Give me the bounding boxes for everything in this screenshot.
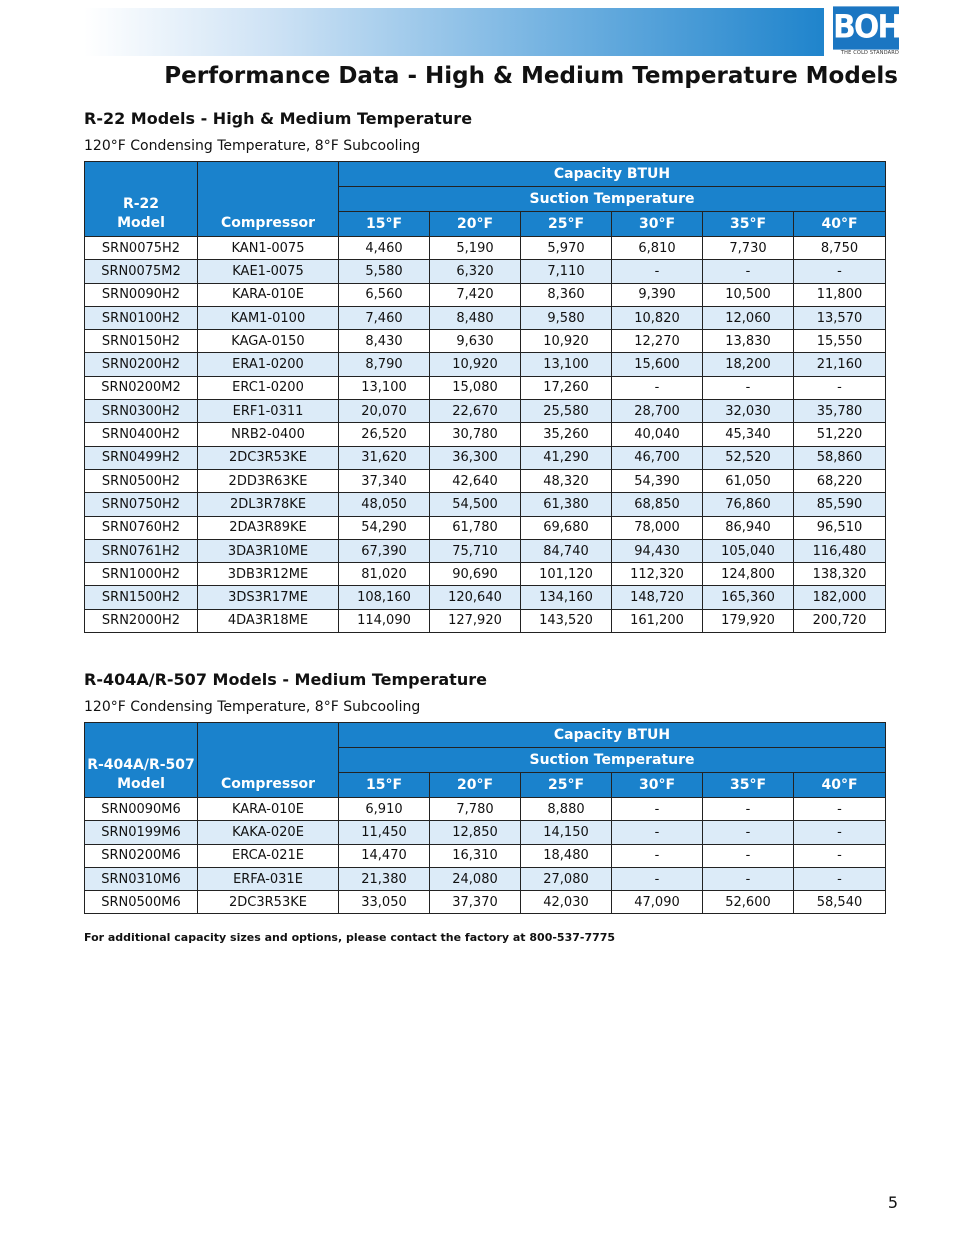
capacity-cell: 143,520 xyxy=(521,609,612,632)
capacity-cell: 21,380 xyxy=(339,867,430,890)
compressor-cell: 2DL3R78KE xyxy=(198,493,339,516)
compressor-cell: KAKA-020E xyxy=(198,821,339,844)
capacity-cell: 7,780 xyxy=(430,798,521,821)
table-body xyxy=(85,798,886,914)
compressor-cell: 2DC3R53KE xyxy=(198,446,339,469)
model-cell: SRN0200M6 xyxy=(85,844,198,867)
capacity-cell: 12,850 xyxy=(430,821,521,844)
compressor-cell: 2DA3R89KE xyxy=(198,516,339,539)
capacity-cell: 10,920 xyxy=(430,353,521,376)
model-cell: SRN0150H2 xyxy=(85,330,198,353)
performance-table-r22 xyxy=(84,161,886,633)
table-row xyxy=(85,376,886,399)
table-row xyxy=(85,400,886,423)
capacity-cell: 45,340 xyxy=(703,423,794,446)
capacity-cell: 41,290 xyxy=(521,446,612,469)
capacity-cell: 14,470 xyxy=(339,844,430,867)
model-column-header: R-22 Model xyxy=(85,162,198,237)
temp-header: 15°F xyxy=(339,212,430,237)
compressor-cell: KAGA-0150 xyxy=(198,330,339,353)
temp-header: 25°F xyxy=(521,773,612,798)
model-cell: SRN0199M6 xyxy=(85,821,198,844)
capacity-cell: 179,920 xyxy=(703,609,794,632)
temp-header: 20°F xyxy=(430,212,521,237)
capacity-cell: 25,580 xyxy=(521,400,612,423)
bohn-logo xyxy=(833,8,924,56)
section-title-r22: R-22 Models - High & Medium Temperature xyxy=(84,109,473,128)
capacity-cell: - xyxy=(794,798,886,821)
capacity-cell: 76,860 xyxy=(703,493,794,516)
capacity-cell: 9,630 xyxy=(430,330,521,353)
capacity-cell: 96,510 xyxy=(794,516,886,539)
table-row xyxy=(85,516,886,539)
capacity-cell: 108,160 xyxy=(339,586,430,609)
capacity-cell: 8,360 xyxy=(521,283,612,306)
capacity-cell: - xyxy=(794,867,886,890)
model-cell: SRN0310M6 xyxy=(85,867,198,890)
capacity-cell: 120,640 xyxy=(430,586,521,609)
model-cell: SRN0750H2 xyxy=(85,493,198,516)
capacity-cell: 8,430 xyxy=(339,330,430,353)
capacity-cell: 52,520 xyxy=(703,446,794,469)
capacity-cell: 10,920 xyxy=(521,330,612,353)
compressor-cell: ERA1-0200 xyxy=(198,353,339,376)
capacity-cell: 35,260 xyxy=(521,423,612,446)
compressor-cell: 4DA3R18ME xyxy=(198,609,339,632)
capacity-cell: 127,920 xyxy=(430,609,521,632)
compressor-cell: KAE1-0075 xyxy=(198,260,339,283)
capacity-cell: 7,420 xyxy=(430,283,521,306)
capacity-header: Capacity BTUH xyxy=(339,162,886,187)
capacity-cell: 134,160 xyxy=(521,586,612,609)
capacity-cell: 10,820 xyxy=(612,306,703,329)
capacity-cell: 11,800 xyxy=(794,283,886,306)
table-row xyxy=(85,867,886,890)
temp-header: 25°F xyxy=(521,212,612,237)
capacity-cell: - xyxy=(612,867,703,890)
capacity-cell: - xyxy=(612,821,703,844)
capacity-cell: 42,030 xyxy=(521,891,612,914)
capacity-cell: 86,940 xyxy=(703,516,794,539)
subtitle-r22: 120°F Condensing Temperature, 8°F Subcooling xyxy=(84,138,421,154)
capacity-cell: 24,080 xyxy=(430,867,521,890)
model-cell: SRN1000H2 xyxy=(85,563,198,586)
capacity-cell: 47,090 xyxy=(612,891,703,914)
capacity-cell: 69,680 xyxy=(521,516,612,539)
capacity-cell: 112,320 xyxy=(612,563,703,586)
model-cell: SRN2000H2 xyxy=(85,609,198,632)
capacity-cell: - xyxy=(703,798,794,821)
capacity-cell: 42,640 xyxy=(430,469,521,492)
capacity-cell: 12,270 xyxy=(612,330,703,353)
compressor-cell: 3DA3R10ME xyxy=(198,539,339,562)
capacity-cell: 101,120 xyxy=(521,563,612,586)
table-row xyxy=(85,446,886,469)
capacity-cell: 54,390 xyxy=(612,469,703,492)
capacity-cell: 165,360 xyxy=(703,586,794,609)
model-cell: SRN0075H2 xyxy=(85,237,198,260)
temp-header: 35°F xyxy=(703,773,794,798)
capacity-cell: 13,100 xyxy=(521,353,612,376)
model-cell: SRN0200M2 xyxy=(85,376,198,399)
model-cell: SRN0075M2 xyxy=(85,260,198,283)
model-column-header: R-404A/R-507 Model xyxy=(85,723,198,798)
compressor-column-header: Compressor xyxy=(198,162,339,237)
capacity-cell: 4,460 xyxy=(339,237,430,260)
capacity-cell: 40,040 xyxy=(612,423,703,446)
logo-wordmark: BOHN xyxy=(833,6,899,49)
capacity-cell: 33,050 xyxy=(339,891,430,914)
compressor-cell: KAN1-0075 xyxy=(198,237,339,260)
model-cell: SRN0100H2 xyxy=(85,306,198,329)
temp-header: 35°F xyxy=(703,212,794,237)
table-row xyxy=(85,844,886,867)
table-row xyxy=(85,423,886,446)
capacity-cell: - xyxy=(703,844,794,867)
capacity-cell: 58,860 xyxy=(794,446,886,469)
capacity-cell: 15,550 xyxy=(794,330,886,353)
table-row xyxy=(85,260,886,283)
capacity-cell: - xyxy=(612,260,703,283)
capacity-cell: 61,780 xyxy=(430,516,521,539)
table-row xyxy=(85,330,886,353)
model-cell: SRN0500H2 xyxy=(85,469,198,492)
capacity-cell: 90,690 xyxy=(430,563,521,586)
capacity-cell: 94,430 xyxy=(612,539,703,562)
capacity-cell: 8,480 xyxy=(430,306,521,329)
capacity-cell: 52,600 xyxy=(703,891,794,914)
capacity-cell: 15,600 xyxy=(612,353,703,376)
capacity-cell: 48,320 xyxy=(521,469,612,492)
model-cell: SRN0760H2 xyxy=(85,516,198,539)
capacity-cell: 84,740 xyxy=(521,539,612,562)
compressor-column-header: Compressor xyxy=(198,723,339,798)
capacity-cell: 68,850 xyxy=(612,493,703,516)
capacity-cell: 18,480 xyxy=(521,844,612,867)
capacity-cell: 51,220 xyxy=(794,423,886,446)
capacity-cell: 15,080 xyxy=(430,376,521,399)
compressor-cell: ERFA-031E xyxy=(198,867,339,890)
capacity-cell: 61,050 xyxy=(703,469,794,492)
table-row xyxy=(85,493,886,516)
table-row xyxy=(85,609,886,632)
section-title-r404a: R-404A/R-507 Models - Medium Temperature xyxy=(84,670,487,689)
capacity-cell: 7,460 xyxy=(339,306,430,329)
compressor-cell: ERF1-0311 xyxy=(198,400,339,423)
table-row xyxy=(85,539,886,562)
capacity-cell: 31,620 xyxy=(339,446,430,469)
temp-header: 40°F xyxy=(794,212,886,237)
capacity-header: Capacity BTUH xyxy=(339,723,886,748)
capacity-cell: 12,060 xyxy=(703,306,794,329)
capacity-cell: 7,110 xyxy=(521,260,612,283)
capacity-cell: 26,520 xyxy=(339,423,430,446)
compressor-cell: KARA-010E xyxy=(198,798,339,821)
capacity-cell: - xyxy=(703,821,794,844)
capacity-cell: - xyxy=(703,260,794,283)
capacity-cell: 58,540 xyxy=(794,891,886,914)
capacity-cell: 11,450 xyxy=(339,821,430,844)
capacity-cell: - xyxy=(612,798,703,821)
capacity-cell: 182,000 xyxy=(794,586,886,609)
compressor-cell: ERCA-021E xyxy=(198,844,339,867)
footnote-contact: For additional capacity sizes and options, please contact the factory at 800-537-7775 xyxy=(84,931,616,944)
model-cell: SRN0090H2 xyxy=(85,283,198,306)
capacity-cell: 6,810 xyxy=(612,237,703,260)
capacity-cell: 75,710 xyxy=(430,539,521,562)
capacity-cell: 116,480 xyxy=(794,539,886,562)
capacity-cell: 8,750 xyxy=(794,237,886,260)
capacity-cell: 48,050 xyxy=(339,493,430,516)
compressor-cell: KARA-010E xyxy=(198,283,339,306)
capacity-cell: 37,370 xyxy=(430,891,521,914)
capacity-cell: 5,580 xyxy=(339,260,430,283)
capacity-cell: - xyxy=(703,376,794,399)
table-row xyxy=(85,353,886,376)
model-cell: SRN0200H2 xyxy=(85,353,198,376)
capacity-cell: 114,090 xyxy=(339,609,430,632)
capacity-cell: 30,780 xyxy=(430,423,521,446)
table-row xyxy=(85,469,886,492)
capacity-cell: 9,390 xyxy=(612,283,703,306)
capacity-cell: 81,020 xyxy=(339,563,430,586)
capacity-cell: 61,380 xyxy=(521,493,612,516)
compressor-cell: 3DB3R12ME xyxy=(198,563,339,586)
capacity-cell: 32,030 xyxy=(703,400,794,423)
compressor-cell: 3DS3R17ME xyxy=(198,586,339,609)
temp-header: 30°F xyxy=(612,773,703,798)
table-row xyxy=(85,821,886,844)
compressor-cell: NRB2-0400 xyxy=(198,423,339,446)
capacity-cell: 17,260 xyxy=(521,376,612,399)
table-row xyxy=(85,586,886,609)
compressor-cell: KAM1-0100 xyxy=(198,306,339,329)
model-cell: SRN0761H2 xyxy=(85,539,198,562)
capacity-cell: - xyxy=(794,821,886,844)
table-row xyxy=(85,283,886,306)
capacity-cell: 6,910 xyxy=(339,798,430,821)
capacity-cell: 8,790 xyxy=(339,353,430,376)
table-row xyxy=(85,306,886,329)
capacity-cell: - xyxy=(703,867,794,890)
capacity-cell: 18,200 xyxy=(703,353,794,376)
capacity-cell: 13,830 xyxy=(703,330,794,353)
capacity-cell: 200,720 xyxy=(794,609,886,632)
capacity-cell: 6,320 xyxy=(430,260,521,283)
model-cell: SRN0090M6 xyxy=(85,798,198,821)
capacity-cell: 7,730 xyxy=(703,237,794,260)
suction-temperature-header: Suction Temperature xyxy=(339,187,886,212)
capacity-cell: 10,500 xyxy=(703,283,794,306)
capacity-cell: 22,670 xyxy=(430,400,521,423)
capacity-cell: 20,070 xyxy=(339,400,430,423)
model-cell: SRN0499H2 xyxy=(85,446,198,469)
capacity-cell: 21,160 xyxy=(794,353,886,376)
header-banner xyxy=(84,8,824,56)
temp-header: 15°F xyxy=(339,773,430,798)
suction-temperature-header: Suction Temperature xyxy=(339,748,886,773)
table-body xyxy=(85,237,886,633)
compressor-cell: 2DD3R63KE xyxy=(198,469,339,492)
capacity-cell: 9,580 xyxy=(521,306,612,329)
capacity-cell: 28,700 xyxy=(612,400,703,423)
capacity-cell: 78,000 xyxy=(612,516,703,539)
capacity-cell: 35,780 xyxy=(794,400,886,423)
table-row xyxy=(85,891,886,914)
compressor-cell: 2DC3R53KE xyxy=(198,891,339,914)
capacity-cell: 54,500 xyxy=(430,493,521,516)
capacity-cell: 68,220 xyxy=(794,469,886,492)
capacity-cell: - xyxy=(794,844,886,867)
capacity-cell: 105,040 xyxy=(703,539,794,562)
capacity-cell: - xyxy=(612,376,703,399)
capacity-cell: 13,100 xyxy=(339,376,430,399)
capacity-cell: 5,190 xyxy=(430,237,521,260)
capacity-cell: 36,300 xyxy=(430,446,521,469)
capacity-cell: 8,880 xyxy=(521,798,612,821)
model-cell: SRN0300H2 xyxy=(85,400,198,423)
capacity-cell: 85,590 xyxy=(794,493,886,516)
capacity-cell: 5,970 xyxy=(521,237,612,260)
compressor-cell: ERC1-0200 xyxy=(198,376,339,399)
capacity-cell: - xyxy=(794,376,886,399)
temp-header: 30°F xyxy=(612,212,703,237)
model-cell: SRN1500H2 xyxy=(85,586,198,609)
capacity-cell: 13,570 xyxy=(794,306,886,329)
capacity-cell: 161,200 xyxy=(612,609,703,632)
capacity-cell: 124,800 xyxy=(703,563,794,586)
table-row xyxy=(85,563,886,586)
capacity-cell: - xyxy=(612,844,703,867)
capacity-cell: 46,700 xyxy=(612,446,703,469)
capacity-cell: 27,080 xyxy=(521,867,612,890)
performance-table-r404a xyxy=(84,722,886,914)
model-cell: SRN0400H2 xyxy=(85,423,198,446)
logo-tagline: THE COLD STANDARD xyxy=(840,50,899,56)
capacity-cell: 138,320 xyxy=(794,563,886,586)
capacity-cell: 14,150 xyxy=(521,821,612,844)
table-row xyxy=(85,237,886,260)
capacity-cell: 67,390 xyxy=(339,539,430,562)
capacity-cell: 6,560 xyxy=(339,283,430,306)
page-number: 5 xyxy=(887,1193,898,1212)
temp-header: 40°F xyxy=(794,773,886,798)
model-cell: SRN0500M6 xyxy=(85,891,198,914)
subtitle-r404a: 120°F Condensing Temperature, 8°F Subcooling xyxy=(84,699,421,715)
page-title: Performance Data - High & Medium Temperature Models xyxy=(164,63,898,89)
capacity-cell: 148,720 xyxy=(612,586,703,609)
capacity-cell: - xyxy=(794,260,886,283)
capacity-cell: 16,310 xyxy=(430,844,521,867)
temp-header: 20°F xyxy=(430,773,521,798)
capacity-cell: 37,340 xyxy=(339,469,430,492)
capacity-cell: 54,290 xyxy=(339,516,430,539)
table-row xyxy=(85,798,886,821)
